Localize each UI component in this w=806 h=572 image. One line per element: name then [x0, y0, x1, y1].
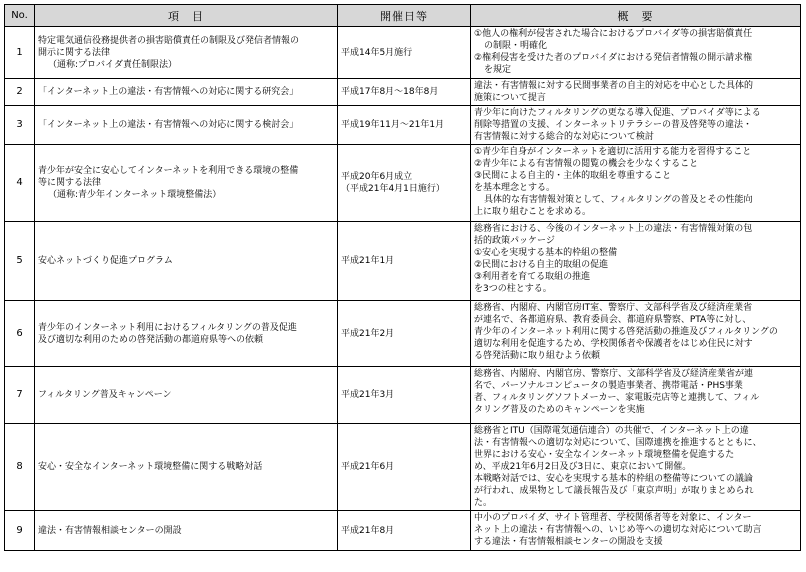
overview-table-container — [4, 4, 801, 551]
summary-text-line: タリング普及のためのキャンペーンを実施 — [474, 405, 645, 415]
summary-text-line: た。 — [474, 498, 493, 508]
item-title — [35, 511, 338, 551]
header-no: No. — [5, 5, 35, 27]
item-title — [35, 79, 338, 106]
event-date — [338, 27, 471, 79]
row-number: 6 — [5, 301, 35, 367]
summary-text — [471, 367, 801, 424]
summary-text-line: 本戦略対話では、安心を実現する基本的枠組の整備等についての議論 — [474, 474, 753, 484]
table-row — [5, 424, 801, 511]
event-date-line: 平成21年3月 — [341, 390, 395, 400]
summary-text-line: ③利用者を育てる取組の推進 — [474, 272, 591, 282]
summary-text-line: 総務省、内閣府、内閣官房、警察庁、文部科学省及び経済産業省が連 — [474, 369, 754, 379]
overview-table — [4, 4, 801, 551]
summary-text-line: 有害情報に対する総合的な対応について検討 — [474, 132, 654, 142]
summary-text-line: を規定 — [484, 65, 512, 75]
item-title — [35, 106, 338, 145]
summary-text-line: ①他人の権利が侵害された場合におけるプロバイダ等の損害賠償責任 — [474, 29, 753, 39]
summary-text-line: が連名で、各都道府県、教育委員会、都道府県警察、PTA等に対し、 — [474, 315, 752, 325]
summary-text — [471, 145, 801, 222]
summary-text — [471, 79, 801, 106]
summary-text-line: ②権利侵害を受けた者のプロバイダにおける発信者情報の開示請求権 — [474, 53, 753, 63]
summary-text-line: 世界における安心・安全なインターネット環境整備を促進するた — [474, 450, 735, 460]
event-date — [338, 424, 471, 511]
summary-text — [471, 106, 801, 145]
table-row — [5, 145, 801, 222]
event-date-line: 平成21年8月 — [341, 525, 395, 536]
event-date — [338, 79, 471, 106]
summary-text — [471, 511, 801, 551]
event-date — [338, 145, 471, 222]
event-date-line: 平成17年8月～18年8月 — [341, 87, 439, 97]
item-title-line: 及び適切な利用のための啓発活動の都道府県等への依頼 — [38, 334, 264, 345]
summary-text — [471, 424, 801, 511]
item-title-line: 青少年が安全に安心してインターネットを利用できる環境の整備 — [38, 166, 299, 176]
summary-text-line: が行われ、成果物として議長報告及び「東京声明」が取りまとめられ — [474, 486, 754, 496]
item-title-line: 開示に関する法律 — [38, 47, 111, 58]
row-number: 4 — [5, 145, 35, 222]
item-title-line: 違法・有害情報相談センターの開設 — [38, 525, 182, 536]
summary-text-line: 名で、パーソナルコンピュータの製造事業者、携帯電話・PHS事業 — [474, 381, 743, 391]
item-title — [35, 222, 338, 301]
event-date-line: 平成14年5月施行 — [341, 47, 413, 58]
table-row — [5, 222, 801, 301]
table-row — [5, 511, 801, 551]
event-date — [338, 301, 471, 367]
event-date-line: 平成21年2月 — [341, 328, 395, 339]
summary-text-line: 総務省、内閣府、内閣官房IT室、警察庁、文部科学省及び経済産業省 — [474, 303, 753, 313]
summary-text-line: を基本理念とする。 — [474, 183, 556, 193]
summary-text — [471, 301, 801, 367]
summary-text-line: 者、フィルタリングソフトメーカー、家電販売店等と連携して、フィル — [474, 393, 760, 403]
row-number: 7 — [5, 367, 35, 424]
item-title-line: 安心ネットづくり促進プログラム — [38, 256, 173, 266]
row-number: 3 — [5, 106, 35, 145]
summary-text-line: 法・有害情報への適切な対応について、国際連携を推進するとともに、 — [474, 438, 762, 448]
summary-text-line: 削除等措置の支援、インターネットリテラシーの普及啓発等の違法・ — [474, 120, 753, 130]
item-title-line: （通称:青少年インターネット環境整備法） — [48, 190, 222, 200]
event-date — [338, 106, 471, 145]
summary-text-line: 適切な利用を促進するため、学校関係者や保護者をはじめ住民に対す — [474, 339, 753, 349]
event-date-line: 平成20年6月成立 — [341, 172, 413, 182]
summary-text-line: ②民間における自主的取組の促進 — [474, 260, 609, 270]
event-date-line: 平成21年6月 — [341, 462, 395, 472]
item-title-line: 等に関する法律 — [38, 178, 102, 188]
summary-text-line: ③民間による自主的・主体的取組を尊重すること — [474, 171, 672, 181]
table-row — [5, 367, 801, 424]
summary-text-line: 総務省とITU（国際電気通信連合）の共催で、インターネット上の違 — [474, 426, 749, 436]
summary-text-line: 括的政策パッケージ — [474, 236, 555, 246]
summary-text-line: ①安心を実現する基本的枠組の整備 — [474, 248, 618, 258]
table-row — [5, 27, 801, 79]
row-number: 5 — [5, 222, 35, 301]
row-number: 1 — [5, 27, 35, 79]
summary-text — [471, 222, 801, 301]
event-date-line: （平成21年4月1日施行） — [341, 184, 445, 194]
item-title-line: 安心・安全なインターネット環境整備に関する戦略対話 — [38, 462, 263, 472]
item-title-line: 「インターネット上の違法・有害情報への対応に関する検討会」 — [38, 120, 299, 130]
header-summary: 概 要 — [471, 5, 801, 27]
item-title-line: フィルタリング普及キャンペーン — [38, 390, 172, 400]
summary-text-line: ネット上の違法・有害情報への、いじめ等への適切な対応について助言 — [474, 525, 762, 535]
summary-text-line: の制限・明確化 — [484, 41, 548, 51]
summary-text-line: 青少年に向けたフィルタリングの更なる導入促進、プロバイダ等による — [474, 108, 761, 118]
summary-text-line: ①青少年自身がインターネットを適切に活用する能力を習得すること — [474, 147, 752, 157]
item-title — [35, 367, 338, 424]
row-number: 2 — [5, 79, 35, 106]
event-date — [338, 511, 471, 551]
item-title-line: （通称:プロバイダ責任制限法） — [48, 59, 178, 70]
item-title — [35, 301, 338, 367]
summary-text-line: る啓発活動に取り組むよう依頼 — [474, 351, 601, 361]
item-title-line: 「インターネット上の違法・有害情報への対応に関する研究会」 — [38, 87, 299, 97]
item-title — [35, 145, 338, 222]
event-date-line: 平成19年11月～21年1月 — [341, 120, 445, 130]
summary-text-line: 総務省における、今後のインターネット上の違法・有害情報対策の包 — [474, 224, 753, 234]
summary-text-line: ②青少年による有害情報の閲覧の機会を少なくすること — [474, 159, 699, 169]
summary-text-line: を3つの柱とする。 — [474, 284, 552, 294]
item-title — [35, 27, 338, 79]
row-number: 8 — [5, 424, 35, 511]
summary-text-line: 具体的な有害情報対策として、フィルタリングの普及とその性能向 — [484, 195, 753, 205]
table-row — [5, 301, 801, 367]
summary-text — [471, 27, 801, 79]
summary-text-line: め、平成21年6月2日及び3日に、東京において開催。 — [474, 462, 692, 472]
item-title — [35, 424, 338, 511]
summary-text-line: 上に取り組むことを求める。 — [474, 207, 592, 217]
summary-text-line: する違法・有害情報相談センターの開設を支援 — [474, 537, 663, 547]
header-row — [5, 5, 801, 27]
event-date — [338, 222, 471, 301]
header-date: 開催日等 — [338, 5, 471, 27]
item-title-line: 特定電気通信役務提供者の損害賠償責任の制限及び発信者情報の — [38, 35, 300, 46]
event-date — [338, 367, 471, 424]
row-number: 9 — [5, 511, 35, 551]
summary-text-line: 中小のプロバイダ、サイト管理者、学校関係者等を対象に、インター — [474, 513, 752, 523]
header-item: 項 目 — [35, 5, 338, 27]
summary-text-line: 違法・有害情報に対する民間事業者の自主的対応を中心とした具体的 — [474, 81, 754, 91]
summary-text-line: 施策について提言 — [474, 93, 546, 103]
table-row — [5, 106, 801, 145]
event-date-line: 平成21年1月 — [341, 256, 395, 266]
table-row — [5, 79, 801, 106]
summary-text-line: 青少年のインターネット利用に関する啓発活動の推進及びフィルタリングの — [474, 327, 778, 337]
item-title-line: 青少年のインターネット利用におけるフィルタリングの普及促進 — [38, 322, 297, 333]
